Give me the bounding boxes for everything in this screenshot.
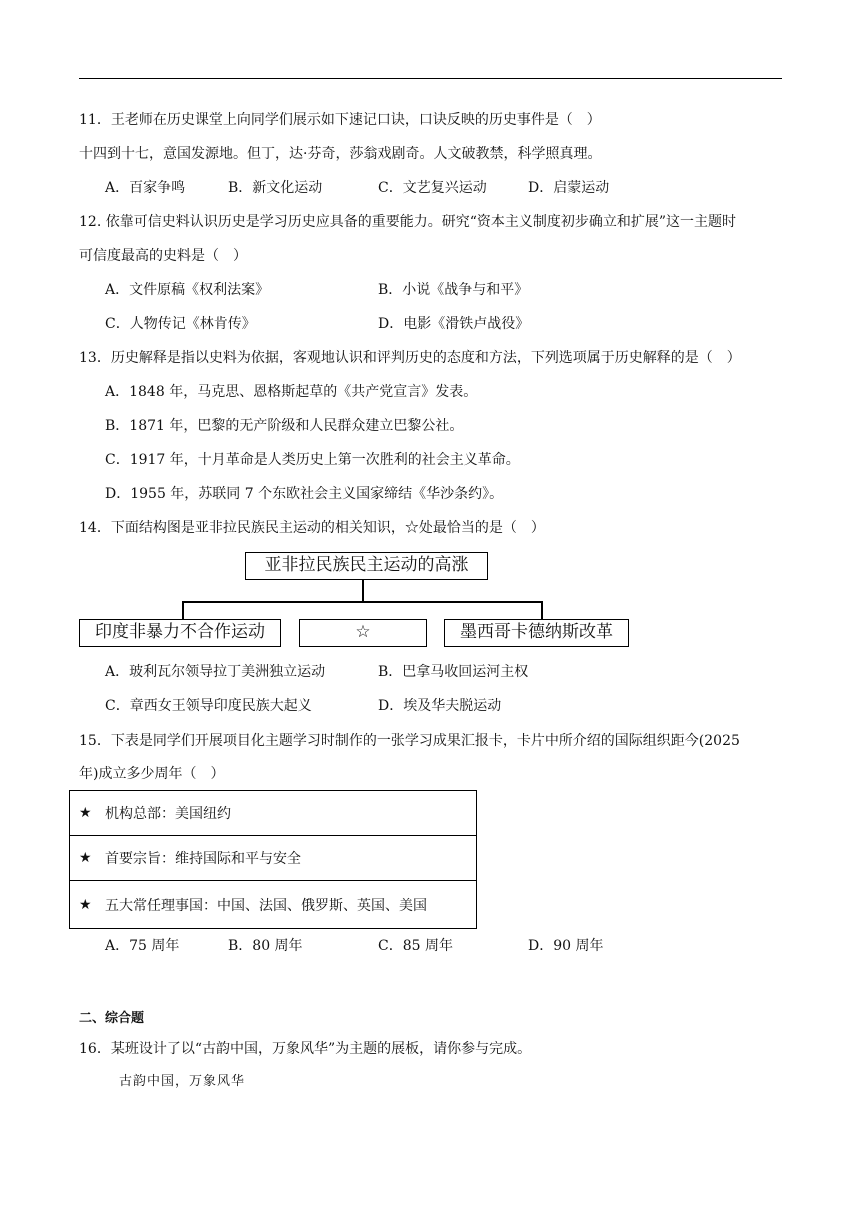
card-row-text: 机构总部：美国纽约 [105,806,231,822]
q14-option-b[interactable]: B．巴拿马收回运河主权 [378,664,529,680]
card-row-text: 五大常任理事国：中国、法国、俄罗斯、英国、美国 [105,897,427,914]
q15-option-b[interactable]: B．80 周年 [228,938,303,954]
diagram-stem-line [362,580,364,602]
q13-option-a[interactable]: A．1848 年，马克思、恩格斯起草的《共产党宣言》发表。 [105,384,478,400]
section-title: 二、综合题 [79,1011,145,1026]
exhibit-board-title: 古韵中国，万象风华 [119,1074,246,1089]
q14-option-c[interactable]: C．章西女王领导印度民族大起义 [105,698,312,714]
q12-option-a[interactable]: A．文件原稿《权利法案》 [105,282,270,298]
q13-option-c[interactable]: C．1917 年，十月革命是人类历史上第一次胜利的社会主义革命。 [105,452,520,468]
q15-option-c[interactable]: C．85 周年 [378,938,453,954]
q12-stem-line1: 12. 依靠可信史料认识历史是学习历史应具备的重要能力。研究“资本主义制度初步确立和扩展”这一主题时 [79,214,737,230]
q16-stem: 16．某班设计了以“古韵中国，万象风华”为主题的展板，请你参与完成。 [79,1041,532,1057]
q11-option-b[interactable]: B．新文化运动 [228,180,323,196]
q12-stem-line2: 可信度最高的史料是（ ） [79,248,247,264]
q11-option-d[interactable]: D．启蒙运动 [528,180,610,196]
header-rule [79,78,782,79]
q12-option-d[interactable]: D．电影《滑铁卢战役》 [378,316,530,332]
q11-stem: 11．王老师在历史课堂上向同学们展示如下速记口诀，口诀反映的历史事件是（ ） [79,112,601,128]
star-icon: ★ [79,896,92,913]
q13-stem: 13．历史解释是指以史料为依据，客观地认识和评判历史的态度和方法，下列选项属于历史解释的是（ ） [79,350,741,366]
card-row-text: 首要宗旨：维持国际和平与安全 [105,851,301,867]
diagram-top-box: 亚非拉民族民主运动的高涨 [245,552,488,580]
diagram-bracket-line [182,601,542,603]
diagram-star-box: ☆ [299,619,427,647]
q11-option-c[interactable]: C．文艺复兴运动 [378,180,487,196]
card-row [70,881,476,928]
q14-option-a[interactable]: A．玻利瓦尔领导拉丁美洲独立运动 [105,664,326,680]
diagram-right-drop [541,601,543,620]
q14-option-d[interactable]: D．埃及华夫脱运动 [378,698,502,714]
q12-option-c[interactable]: C．人物传记《林肯传》 [105,316,256,332]
star-icon: ★ [79,805,92,821]
q11-rhyme: 十四到十七，意国发源地。但丁，达·芬奇，莎翁戏剧奇。人文破教禁，科学照真理。 [79,146,602,162]
card-row [70,791,476,836]
q15-stem-line1: 15．下表是同学们开展项目化主题学习时制作的一张学习成果汇报卡，卡片中所介绍的国际组织距今(2025 [79,733,740,749]
q13-option-b[interactable]: B．1871 年，巴黎的无产阶级和人民群众建立巴黎公社。 [105,418,464,434]
report-card [69,790,477,929]
q12-option-b[interactable]: B．小说《战争与和平》 [378,282,529,298]
star-icon: ★ [79,850,92,866]
q11-option-a[interactable]: A．百家争鸣 [105,180,186,196]
diagram-left-box: 印度非暴力不合作运动 [79,619,281,647]
q15-option-a[interactable]: A．75 周年 [105,938,180,954]
q15-stem-line2: 年)成立多少周年（ ） [79,766,225,782]
q13-option-d[interactable]: D．1955 年，苏联同 7 个东欧社会主义国家缔结《华沙条约》。 [105,486,504,502]
q14-stem: 14．下面结构图是亚非拉民族民主运动的相关知识，☆处最恰当的是（ ） [79,520,545,536]
card-row [70,836,476,881]
diagram-right-box: 墨西哥卡德纳斯改革 [444,619,629,647]
diagram-left-drop [182,601,184,620]
q15-option-d[interactable]: D．90 周年 [528,938,604,954]
